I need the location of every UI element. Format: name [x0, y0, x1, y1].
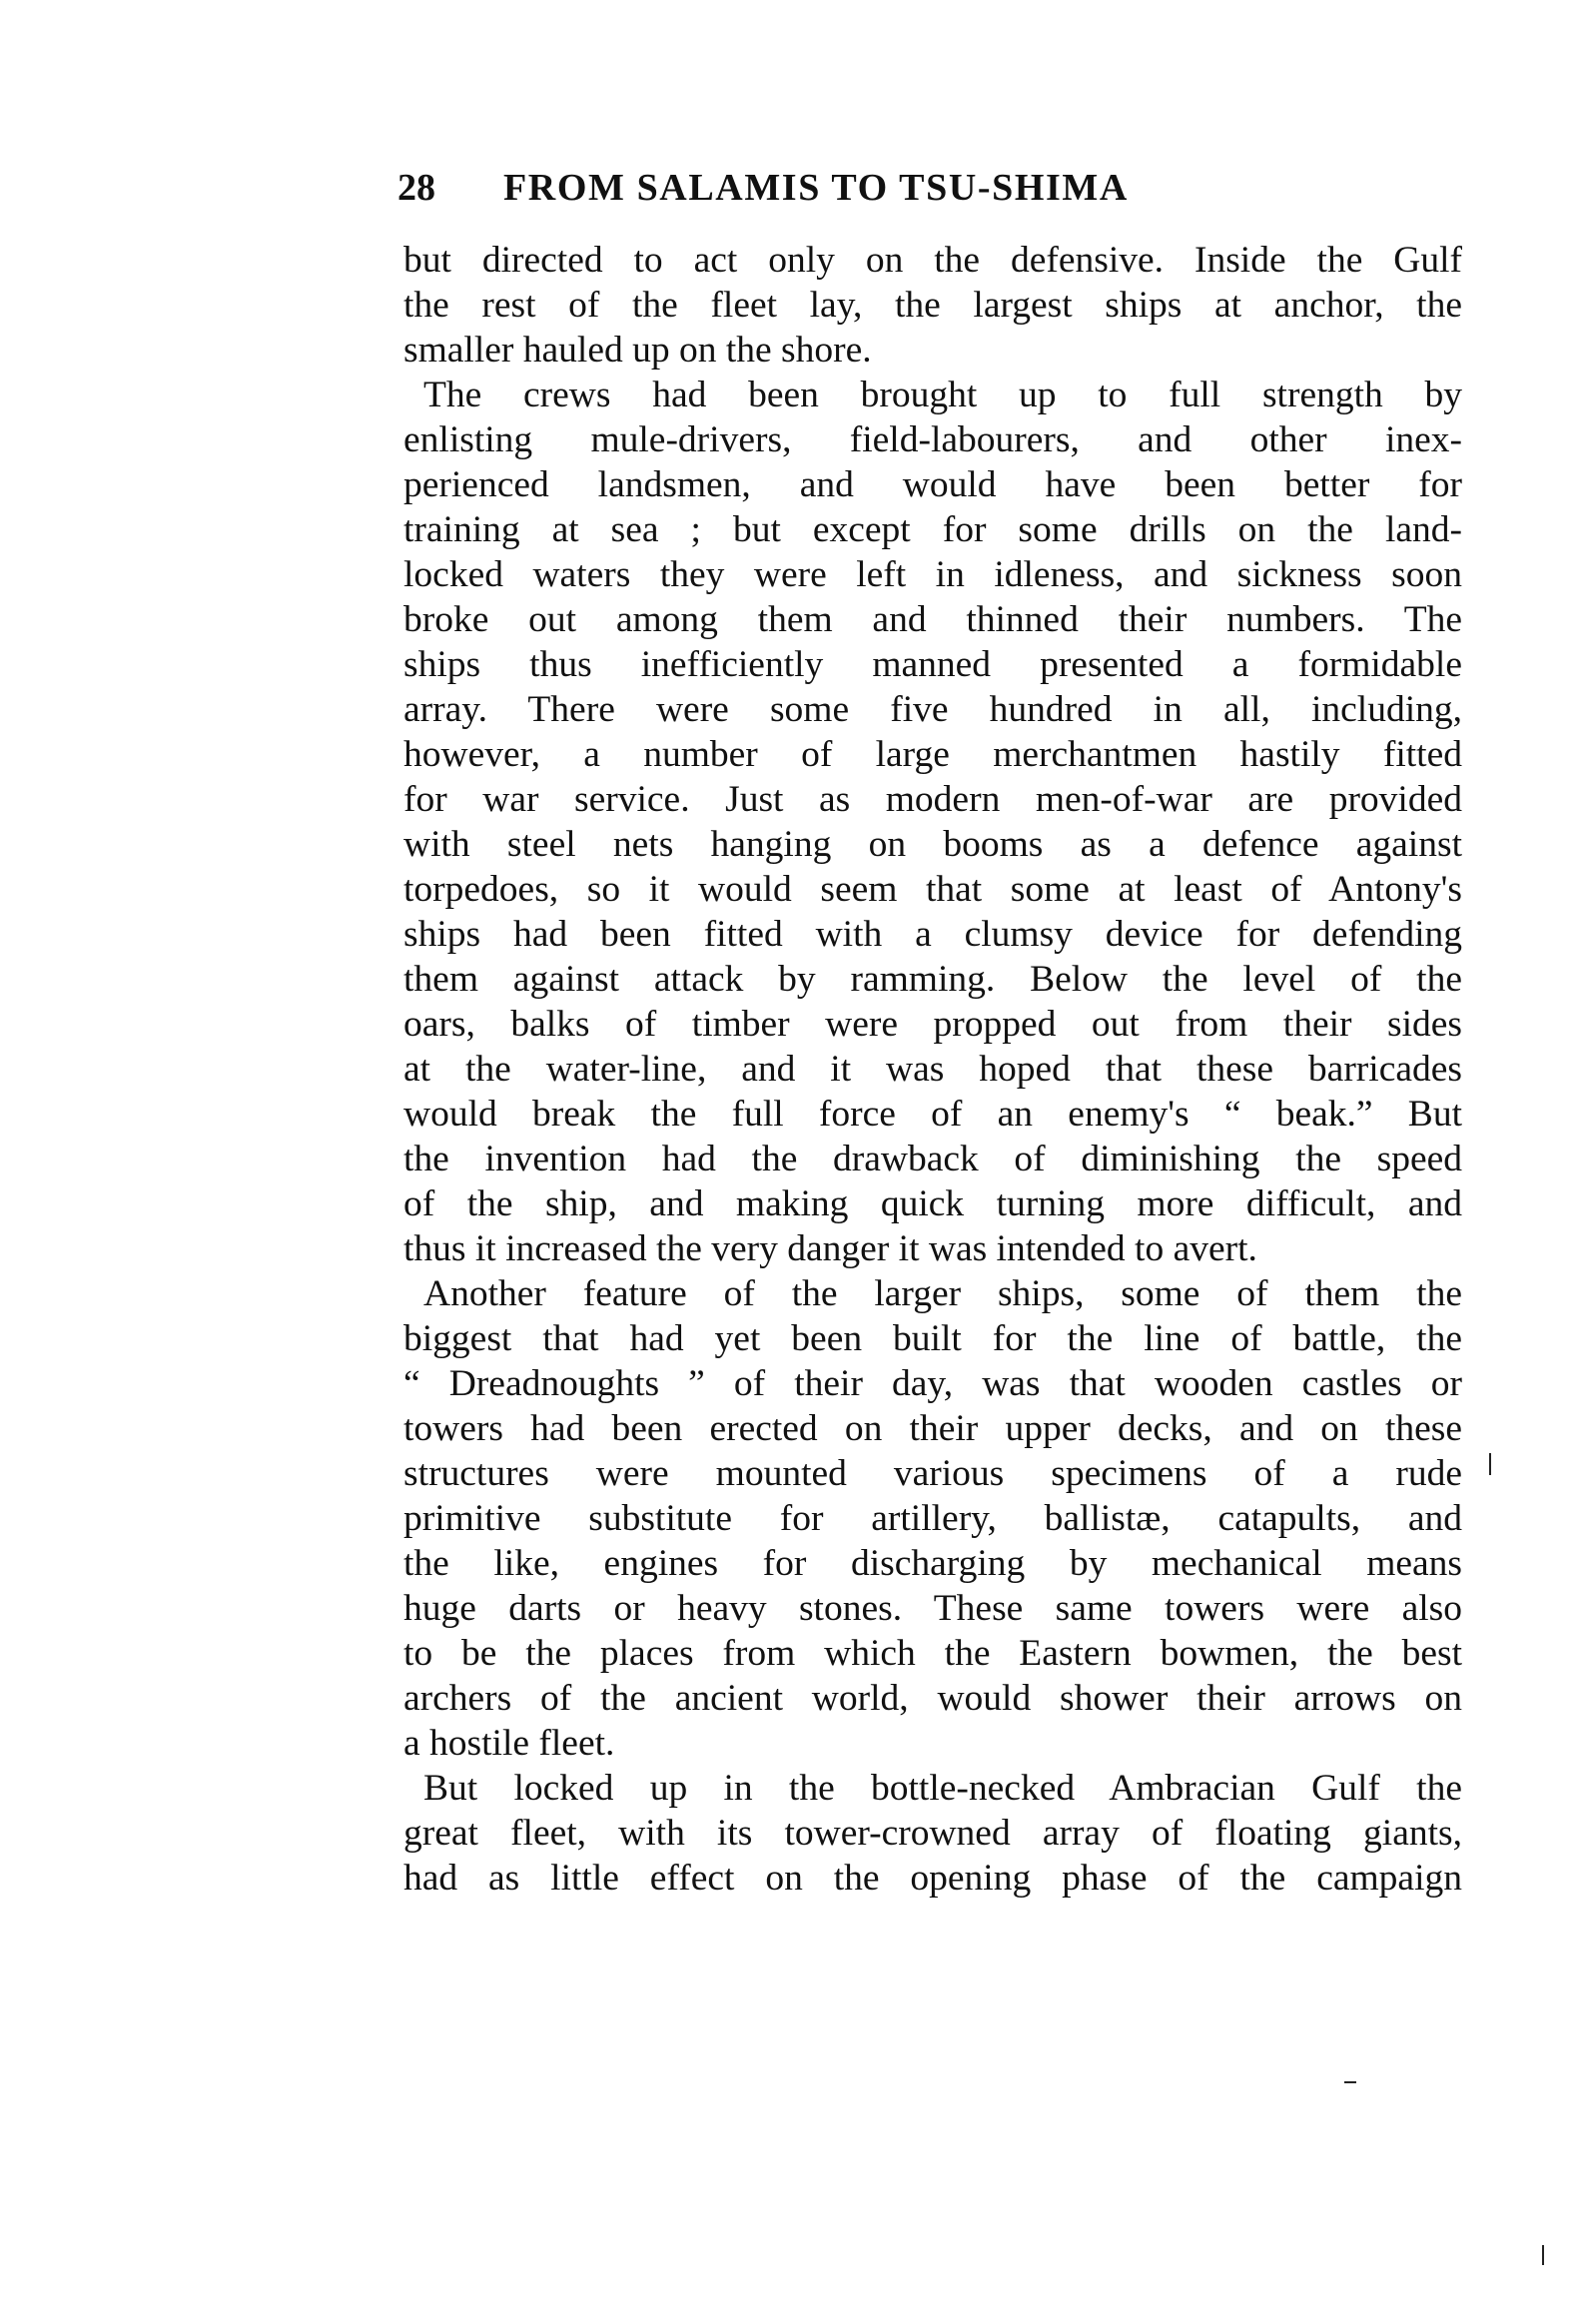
text-line: towers had been erected on their upper decks, and on these	[403, 1408, 1462, 1449]
scan-artifact-mark	[1344, 2081, 1356, 2083]
text-line: “ Dreadnoughts ” of their day, was that wooden castles or	[403, 1363, 1462, 1404]
text-line: perienced landsmen, and would have been better for	[403, 464, 1462, 505]
paragraph	[403, 373, 1462, 1271]
paragraph	[403, 238, 1462, 373]
text-line: archers of the ancient world, would shower their arrows on	[403, 1678, 1462, 1719]
text-line: biggest that had yet been built for the line of battle, the	[403, 1318, 1462, 1359]
text-line: torpedoes, so it would seem that some at least of Antony's	[403, 869, 1462, 910]
text-line: for war service. Just as modern men-of-war are provided	[403, 779, 1462, 820]
scan-artifact-mark	[1489, 1453, 1491, 1475]
paragraph	[403, 1271, 1462, 1766]
text-line: but directed to act only on the defensive. Inside the Gulf	[403, 240, 1462, 281]
text-line: The crews had been brought up to full strength by	[423, 375, 1462, 415]
text-line: great fleet, with its tower-crowned array of floating giants,	[403, 1813, 1462, 1854]
text-line: a hostile fleet.	[403, 1723, 615, 1764]
text-line: structures were mounted various specimens of a rude	[403, 1453, 1462, 1494]
text-line: the invention had the drawback of diminishing the speed	[403, 1139, 1462, 1179]
text-line: ships had been fitted with a clumsy device for defending	[403, 914, 1462, 955]
text-line: at the water-line, and it was hoped that these barricades	[403, 1049, 1462, 1090]
text-line: array. There were some five hundred in all, including,	[403, 689, 1462, 730]
text-line: ships thus inefficiently manned presented a formidable	[403, 644, 1462, 685]
text-line: the rest of the fleet lay, the largest ships at anchor, the	[403, 285, 1462, 326]
page-number: 28	[397, 167, 435, 209]
text-line: training at sea ; but except for some drills on the land-	[403, 509, 1462, 550]
text-line: to be the places from which the Eastern bowmen, the best	[403, 1633, 1462, 1674]
text-line: locked waters they were left in idleness, and sickness soon	[403, 554, 1462, 595]
text-line: But locked up in the bottle-necked Ambracian Gulf the	[423, 1768, 1462, 1809]
text-line: the like, engines for discharging by mechanical means	[403, 1543, 1462, 1584]
text-line: them against attack by ramming. Below the level of the	[403, 959, 1462, 1000]
text-line: thus it increased the very danger it was intended to avert.	[403, 1228, 1257, 1269]
text-line: of the ship, and making quick turning more difficult, and	[403, 1183, 1462, 1224]
text-line: primitive substitute for artillery, ballistæ, catapults, and	[403, 1498, 1462, 1539]
scan-artifact-mark	[1542, 2245, 1544, 2265]
running-head-title: FROM SALAMIS TO TSU-SHIMA	[503, 167, 1129, 209]
body-text	[403, 238, 1462, 1901]
text-line: would break the full force of an enemy's “ beak.” But	[403, 1094, 1462, 1135]
text-line: oars, balks of timber were propped out from their sides	[403, 1004, 1462, 1045]
text-line: with steel nets hanging on booms as a defence against	[403, 824, 1462, 865]
text-line: Another feature of the larger ships, some of them the	[423, 1273, 1462, 1314]
text-line: smaller hauled up on the shore.	[403, 330, 872, 371]
text-line: had as little effect on the opening phase of the campaign	[403, 1858, 1462, 1899]
text-line: huge darts or heavy stones. These same towers were also	[403, 1588, 1462, 1629]
text-line: however, a number of large merchantmen hastily fitted	[403, 734, 1462, 775]
paragraph	[403, 1766, 1462, 1901]
text-line: broke out among them and thinned their numbers. The	[403, 599, 1462, 640]
text-line: enlisting mule-drivers, field-labourers, and other inex-	[403, 419, 1462, 460]
